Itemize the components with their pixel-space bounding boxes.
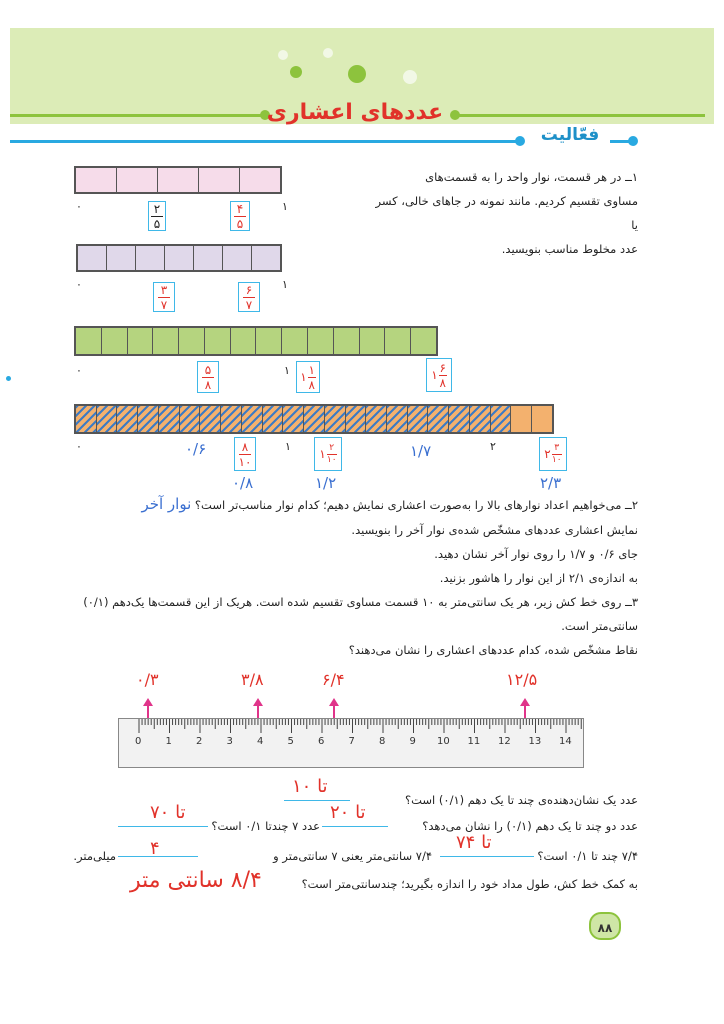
decor-dot xyxy=(6,376,11,381)
handwritten-0-8: ۰/۸ xyxy=(232,474,254,492)
ruler-arrow xyxy=(333,704,335,718)
activity-rule-left xyxy=(10,140,520,143)
strip1-answer-fraction: ۴ ۵ xyxy=(230,201,250,231)
ruler-arrow xyxy=(147,704,149,718)
ruler-number: 13 xyxy=(528,736,542,747)
activity-rule-right xyxy=(610,140,630,143)
strip4-answer-mixed: ۲ $\frac{۳}{۱۰}$ xyxy=(539,437,567,471)
decor-dot xyxy=(515,136,525,146)
decor-dot xyxy=(348,65,366,83)
q4-line3a: ۷/۴ چند تا ۰/۱ است؟ xyxy=(537,849,638,863)
q2-line4: به اندازه‌ی ۲/۱ از این نوار را هاشور بزنید. xyxy=(439,571,638,585)
ruler-arrow xyxy=(524,704,526,718)
strip3-zero: ۰ xyxy=(76,364,82,377)
strip1-example-fraction: ۲ ۵ xyxy=(148,201,166,231)
q2-line1: ۲ــ می‌خواهیم اعداد نوارهای بالا را به‌صورت اعشاری نمایش دهیم؛ کدام نوار مناسب‌تر است؟ نوار آخر xyxy=(141,495,638,513)
q4-line2a: عدد دو چند تا یک دهم (۰/۱) را نشان می‌دهد؟ xyxy=(422,819,638,833)
q3-line1: ۳ــ روی خط کش زیر، هر یک سانتی‌متر به ۱۰ قسمت مساوی تقسیم شده است. هریک از این قسمت‌ها یک‌دهم (۰/۱) xyxy=(83,595,638,609)
strip1-one: ۱ xyxy=(282,200,288,213)
strip4-answer-fraction: ۸ ۱۰ xyxy=(234,437,256,471)
title-rule-left xyxy=(10,114,265,117)
strip2-zero: ۰ xyxy=(76,278,82,291)
q4-line2b: عدد ۷ چند‌تا ۰/۱ است؟ xyxy=(211,819,320,833)
title-rule-right xyxy=(455,114,705,117)
ruler-mark-label: ۱۲/۵ xyxy=(506,670,538,689)
activity-label: فعّالیت xyxy=(540,125,600,145)
handwritten-0-6: ۰/۶ xyxy=(185,440,207,458)
strip2-answer-fraction: ۶ ۷ xyxy=(238,282,260,312)
answer-blank[interactable] xyxy=(322,826,388,827)
ruler-number: 4 xyxy=(257,736,264,747)
answer-blank[interactable] xyxy=(440,856,534,857)
q2-line2: نمایش اعشاری عددهای مشخّص شده‌ی نوار آخر را بنویسید. xyxy=(351,523,638,537)
ruler-mark-label: ۳/۸ xyxy=(241,670,264,689)
strip4-zero: ۰ xyxy=(76,440,82,453)
strip3-answer-fraction: ۵ ۸ xyxy=(197,361,219,393)
strip2-answer-fraction: ۳ ۷ xyxy=(153,282,175,312)
q1-line: ۱ــ در هر قسمت، نوار واحد را به قسمت‌های xyxy=(425,170,638,184)
q4-line3c: میلی‌متر. xyxy=(73,849,116,863)
ruler-number: 1 xyxy=(165,736,172,747)
decor-dot xyxy=(278,50,288,60)
q2-line3: جای ۰/۶ و ۱/۷ را روی نوار آخر نشان دهید. xyxy=(434,547,638,561)
ruler-number: 12 xyxy=(498,736,511,747)
q1-line: عدد مخلوط مناسب بنویسید. xyxy=(501,242,638,256)
decor-dot xyxy=(290,66,302,78)
q1-text xyxy=(370,165,638,261)
ruler-number: 3 xyxy=(226,736,233,747)
q4-line1: عدد یک نشان‌دهنده‌ی چند تا یک دهم (۰/۱) است؟ xyxy=(405,793,638,807)
q4-line4: به کمک خط کش، طول مداد خود را اندازه بگیرید؛ چندسانتی‌متر است؟ xyxy=(301,877,638,891)
answer-blank[interactable] xyxy=(284,800,350,801)
ruler-number: 7 xyxy=(348,736,355,747)
strip4-answer-mixed: ۱ $\frac{۲}{۱۰}$ xyxy=(314,437,342,471)
q4-line3b: ۷/۴ سانتی‌متر یعنی ۷ سانتی‌متر و xyxy=(273,849,432,863)
decor-dot xyxy=(323,48,333,58)
ruler-number: 2 xyxy=(196,736,203,747)
ruler-number: 10 xyxy=(437,736,450,747)
q4-answer: ۷۴ تا xyxy=(456,832,492,853)
ruler-number: 6 xyxy=(318,736,325,747)
handwritten-1-2: ۱/۲ xyxy=(315,474,337,492)
q2-answer: نوار آخر xyxy=(141,495,192,513)
strip4-two: ۲ xyxy=(490,440,496,453)
ruler-mark-label: ۰/۳ xyxy=(136,670,159,689)
strip-fifths xyxy=(74,166,282,194)
ruler-arrow xyxy=(257,704,259,718)
ruler-number: 9 xyxy=(409,736,416,747)
handwritten-1-7: ۱/۷ xyxy=(410,442,432,460)
answer-blank[interactable] xyxy=(118,826,208,827)
strip1-zero: ۰ xyxy=(76,200,82,213)
ruler-number: 11 xyxy=(467,736,481,747)
q4-answer: ۷۰ تا xyxy=(150,802,186,823)
q4-answer: ۱۰ تا xyxy=(292,776,328,797)
strip4-one: ۱ xyxy=(285,440,291,453)
q4-answer: ۴ xyxy=(150,838,160,859)
strip-sevenths xyxy=(76,244,282,272)
handwritten-2-3: ۲/۳ xyxy=(540,474,562,492)
ruler-number: 5 xyxy=(287,736,294,747)
q4-answer: ۸/۴ سانتی متر xyxy=(130,868,262,893)
ruler-number: 8 xyxy=(379,736,386,747)
q3-line3: نقاط مشخّص شده، کدام عددهای اعشاری را نشان می‌دهند؟ xyxy=(348,643,638,657)
decor-dot xyxy=(628,136,638,146)
strip-eighths xyxy=(74,326,438,356)
strip3-one: ۱ xyxy=(284,364,290,377)
strip3-answer-mixed: ۱ $\frac{۱}{۸}$ xyxy=(296,361,320,393)
strip2-one: ۱ xyxy=(282,278,288,291)
ruler-number: 14 xyxy=(559,736,572,747)
strip3-answer-mixed: ۱ $\frac{۶}{۸}$ xyxy=(426,358,452,392)
strip-tenths xyxy=(74,404,554,434)
q3-line2: سانتی‌متر است. xyxy=(561,619,638,633)
page-title: عددهای اعشاری xyxy=(266,100,444,125)
ruler-mark-label: ۶/۴ xyxy=(322,670,345,689)
q1-line: مساوی تقسیم کردیم. مانند نمونه در جاهای خالی، کسر یا xyxy=(375,194,638,232)
page-number: ۸۸ xyxy=(589,912,621,940)
q4-answer: ۲۰ تا xyxy=(330,802,366,823)
decor-dot xyxy=(403,70,417,84)
ruler-number: 0 xyxy=(135,736,142,747)
